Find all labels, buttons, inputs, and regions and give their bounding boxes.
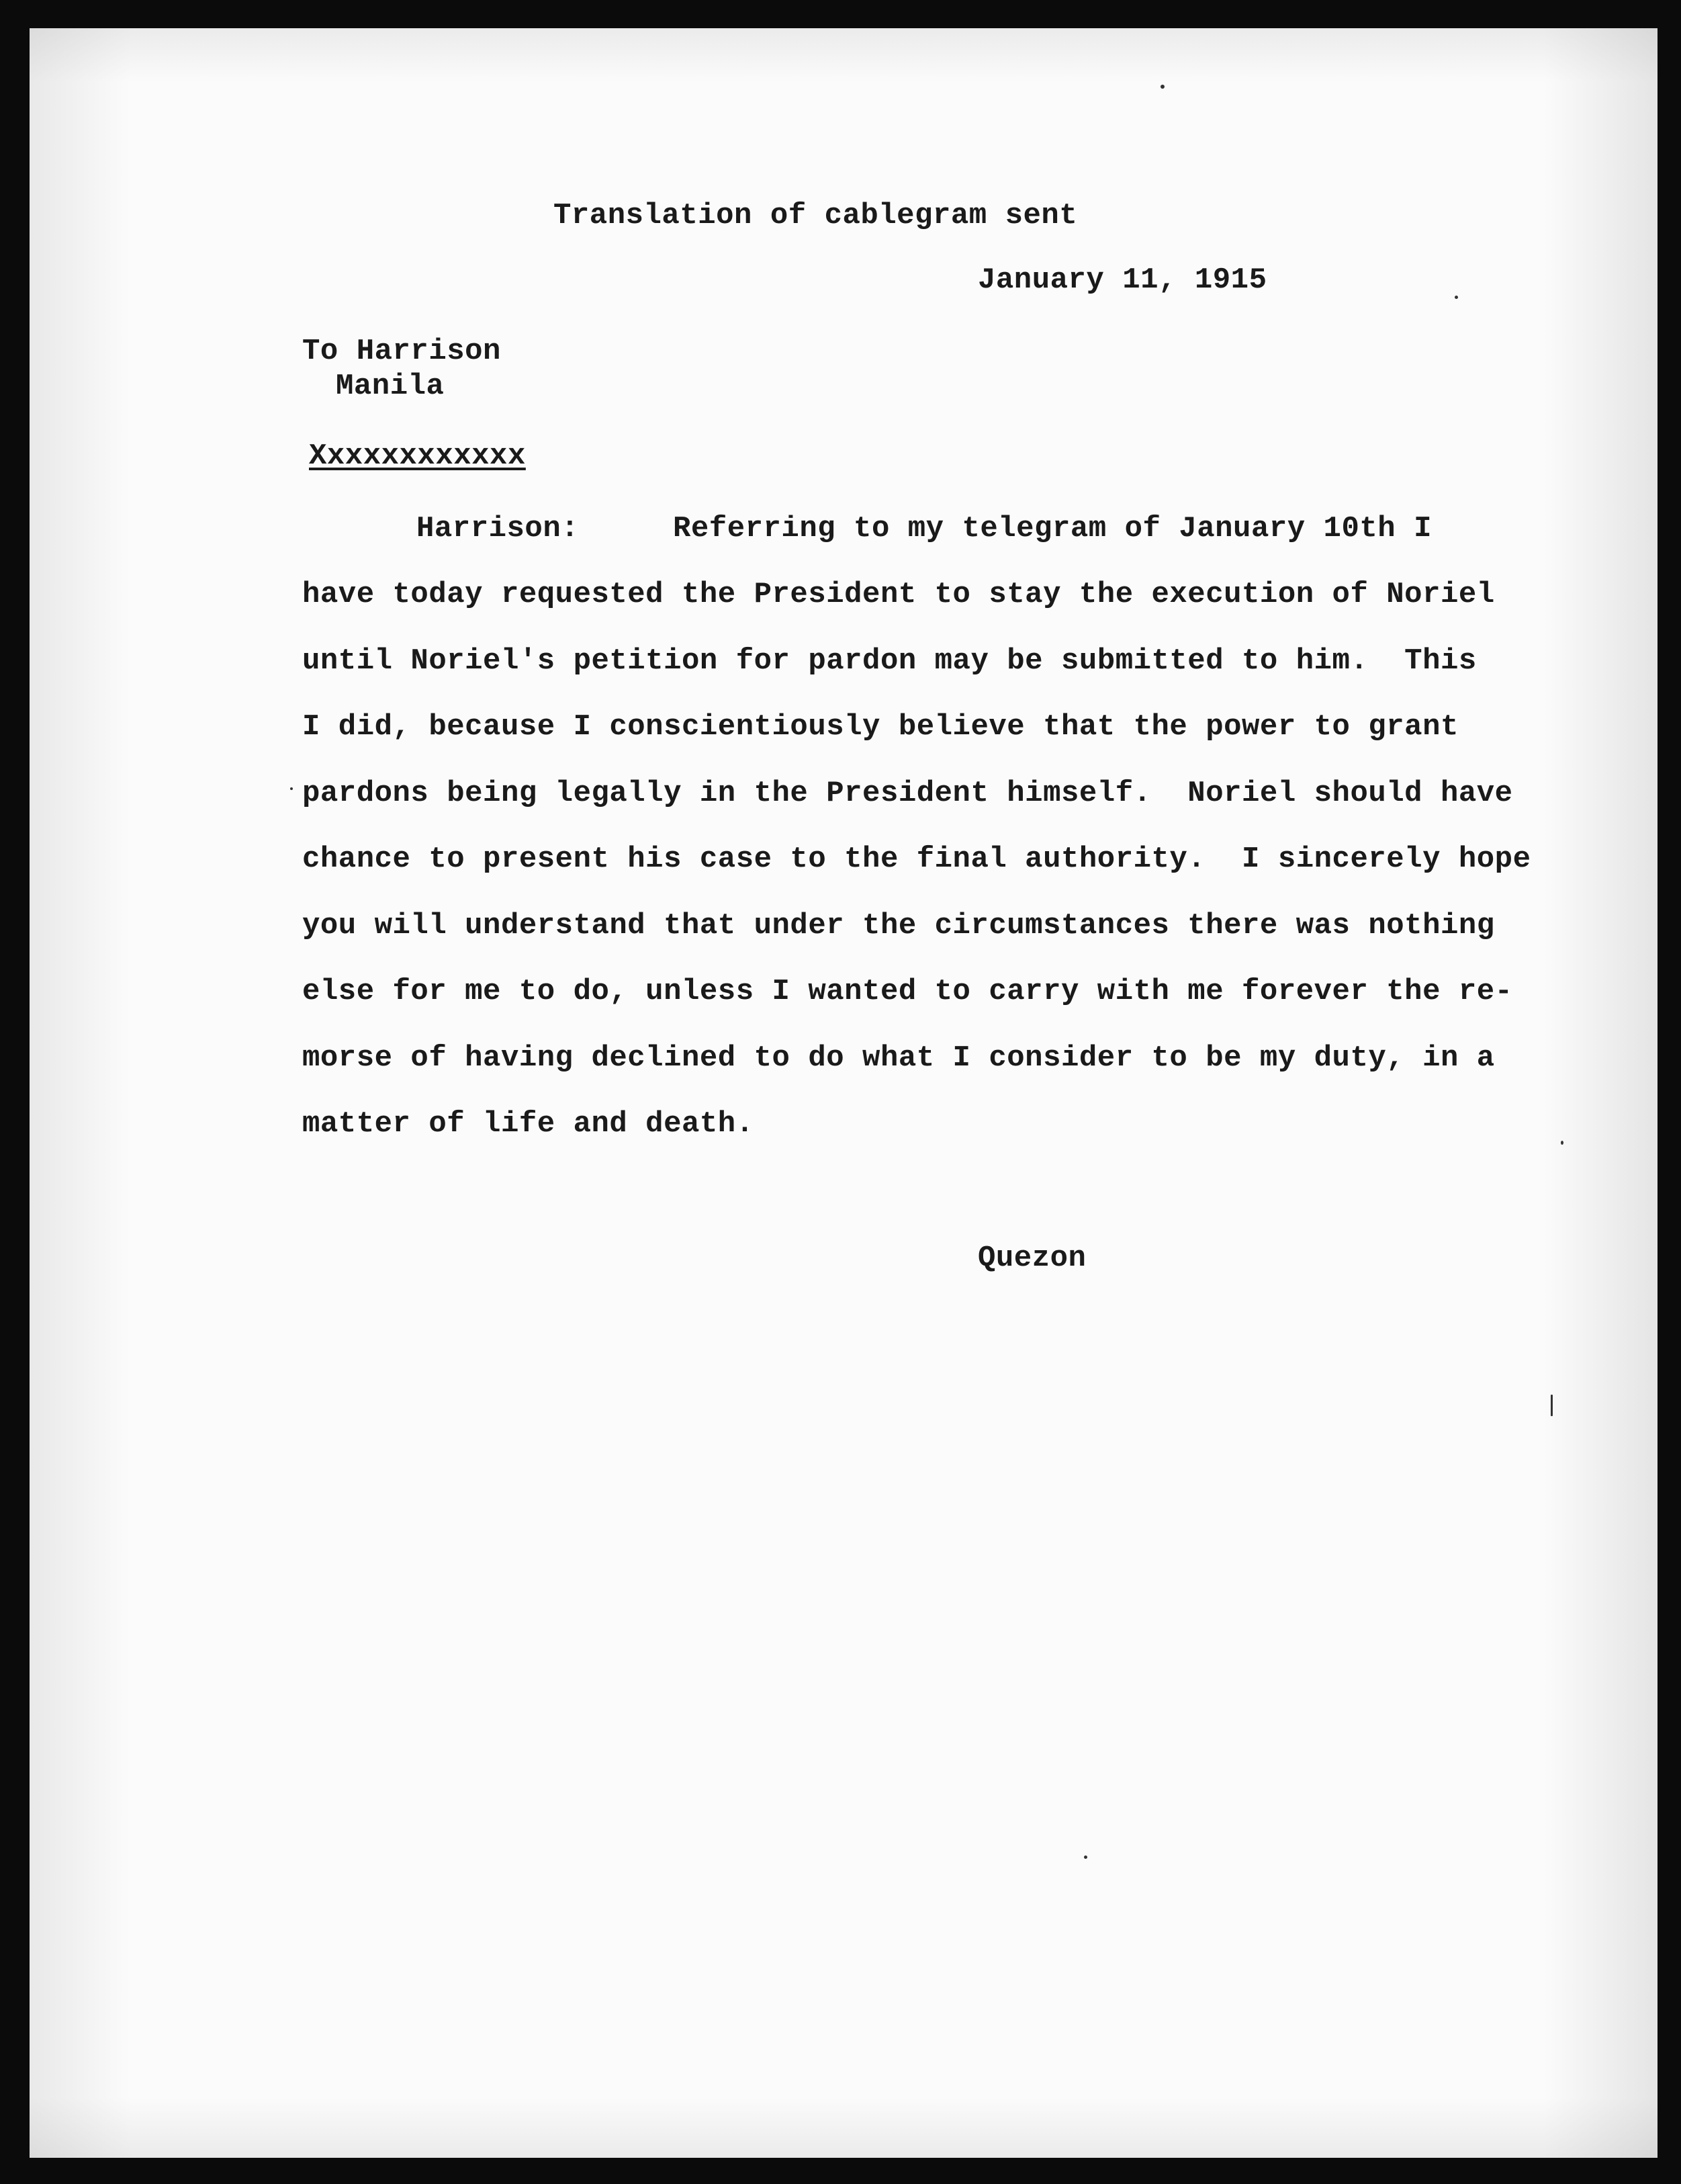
body-line: until Noriel's petition for pardon may be submitted to him. This (302, 644, 1477, 678)
scan-edge-shading (1543, 28, 1657, 2158)
body-line: chance to present his case to the final authority. I sincerely hope (302, 842, 1531, 876)
body-line: matter of life and death. (302, 1107, 754, 1141)
document-date: January 11, 1915 (978, 263, 1267, 297)
body-line: have today requested the President to stay the execution of Noriel (302, 578, 1495, 611)
scan-edge-shading (30, 2097, 1657, 2158)
scan-edge-shading (30, 28, 130, 2158)
scan-edge-shading (30, 28, 1657, 82)
body-line: Referring to my telegram of January 10th I (673, 512, 1432, 545)
document-page (30, 28, 1657, 2158)
scan-speck (1455, 296, 1458, 299)
recipient-name: To Harrison (302, 335, 501, 368)
struck-out-text: Xxxxxxxxxxxx (309, 439, 526, 473)
signature: Quezon (978, 1241, 1087, 1275)
body-line: you will understand that under the circumstances there was nothing (302, 909, 1495, 943)
body-line: else for me to do, unless I wanted to carry with me forever the re- (302, 975, 1513, 1008)
scan-speck (290, 787, 293, 790)
recipient-place: Manila (336, 369, 445, 403)
body-line: pardons being legally in the President himself. Noriel should have (302, 777, 1513, 810)
salutation: Harrison: (416, 512, 580, 545)
body-line: I did, because I conscientiously believe that the power to grant (302, 710, 1459, 744)
document-title: Translation of cablegram sent (553, 199, 1078, 232)
scan-speck (1084, 1855, 1087, 1859)
scan-speck (1561, 1141, 1563, 1145)
body-line: morse of having declined to do what I consider to be my duty, in a (302, 1041, 1495, 1075)
scan-speck (1161, 85, 1165, 89)
scan-speck (1551, 1395, 1553, 1416)
